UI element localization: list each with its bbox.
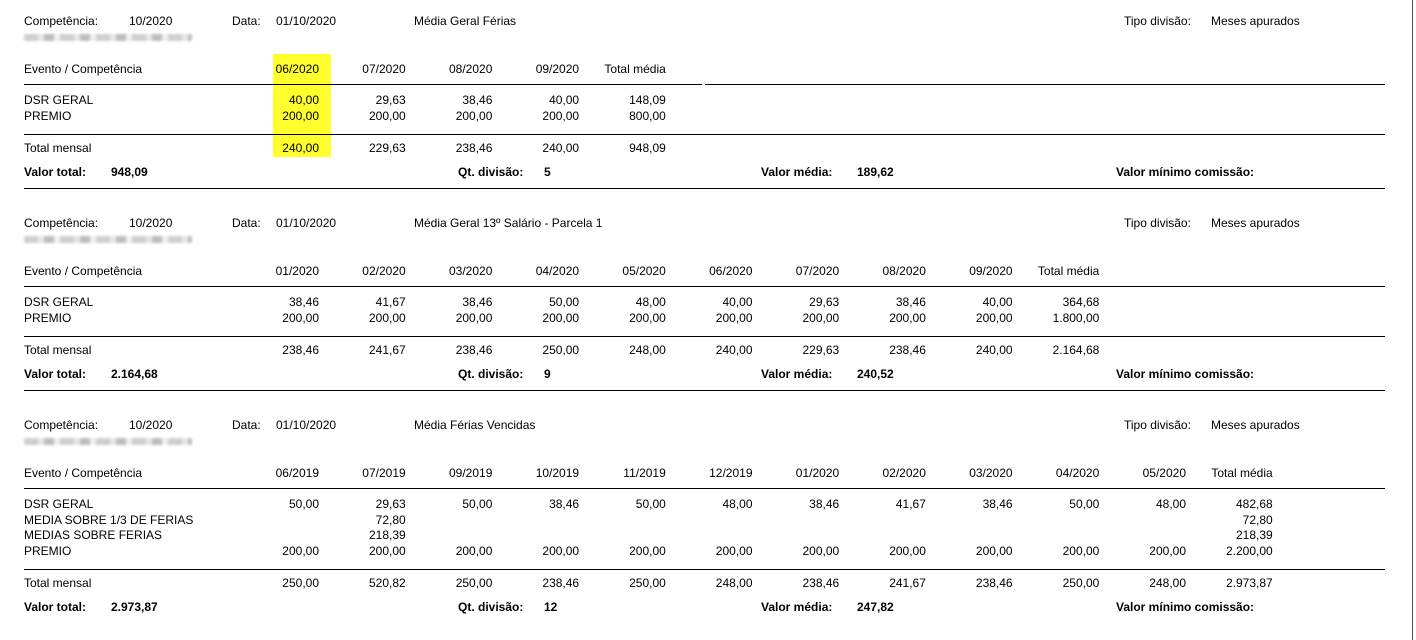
tipo-divisao-label: Tipo divisão:: [1124, 418, 1191, 432]
cell-value: 29,63: [375, 93, 406, 107]
month-header: 11/2019: [623, 466, 666, 480]
cell-value: 48,00: [635, 295, 666, 309]
cell-value: 38,46: [809, 497, 840, 511]
valor-media-value: 189,62: [857, 164, 894, 179]
month-header: 06/2019: [275, 466, 319, 480]
redacted-employee-info: [24, 34, 192, 41]
cell-value: 200,00: [368, 108, 406, 123]
total-media-header: Total média: [1211, 466, 1273, 480]
section-title: Média Férias Vencidas: [414, 418, 536, 432]
cell-value: 200,00: [889, 543, 926, 558]
rows-rule: [24, 336, 1385, 337]
total-mensal-value: 248,00: [715, 575, 753, 590]
cell-value: 29,63: [375, 497, 406, 511]
row-total: 800,00: [629, 108, 666, 123]
cell-value: 200,00: [975, 310, 1013, 325]
total-mensal-value: 238,46: [889, 342, 926, 357]
cell-value: 200,00: [455, 108, 493, 123]
month-header: 08/2020: [449, 62, 493, 76]
header-rule: [24, 84, 702, 85]
month-header: 07/2019: [362, 466, 406, 480]
data-label: Data:: [232, 14, 261, 28]
month-header: 02/2020: [882, 466, 926, 480]
total-mensal-total: 948,09: [629, 140, 666, 155]
valor-media-value: 247,82: [857, 599, 894, 614]
event-name: PREMIO: [24, 310, 72, 325]
cell-value: 29,63: [809, 295, 840, 309]
cell-value: 50,00: [549, 295, 580, 309]
total-mensal-value: 229,63: [368, 140, 406, 155]
section-title: Média Geral 13º Salário - Parcela 1: [414, 216, 603, 230]
valor-minimo-comissao-label: Valor mínimo comissão:: [1116, 164, 1255, 179]
cell-value: 50,00: [635, 497, 666, 511]
total-mensal-value: 238,46: [542, 575, 580, 590]
total-mensal-value: 240,00: [715, 342, 753, 357]
cell-value: 200,00: [455, 543, 493, 558]
qt-divisao-label: Qt. divisão:: [458, 599, 524, 614]
valor-minimo-comissao-label: Valor mínimo comissão:: [1116, 599, 1255, 614]
cell-value: 38,46: [288, 295, 319, 309]
competencia-value: 10/2020: [129, 14, 173, 28]
total-mensal-value: 250,00: [629, 575, 666, 590]
total-mensal-value: 250,00: [455, 575, 493, 590]
valor-media-value: 240,52: [857, 366, 894, 381]
total-media-header: Total média: [604, 62, 666, 76]
month-header: 01/2020: [275, 264, 319, 278]
cell-value: 40,00: [288, 93, 319, 107]
month-header: 09/2020: [535, 62, 580, 76]
valor-total-value: 2.973,87: [111, 599, 158, 614]
valor-total-label: Valor total:: [24, 366, 87, 381]
evento-competencia-header: Evento / Competência: [24, 466, 143, 480]
cell-value: 200,00: [889, 310, 926, 325]
month-header: 10/2019: [535, 466, 580, 480]
qt-divisao-value: 12: [544, 599, 558, 614]
competencia-label: Competência:: [24, 418, 99, 432]
total-mensal-value: 241,67: [889, 575, 926, 590]
total-mensal-value: 240,00: [975, 342, 1013, 357]
qt-divisao-value: 9: [544, 366, 551, 381]
total-mensal-value: 240,00: [542, 140, 580, 155]
tipo-divisao-label: Tipo divisão:: [1124, 14, 1191, 28]
cell-value: 200,00: [282, 310, 319, 325]
event-name: DSR GERAL: [24, 93, 94, 107]
month-header: 07/2020: [362, 62, 406, 76]
cell-value: 200,00: [715, 310, 753, 325]
cell-value: 41,67: [895, 497, 926, 511]
data-value: 01/10/2020: [276, 418, 337, 432]
total-mensal-value: 238,46: [455, 342, 493, 357]
cell-value: 200,00: [368, 310, 406, 325]
event-name: MEDIA SOBRE 1/3 DE FERIAS: [24, 512, 194, 527]
row-total: 72,80: [1242, 512, 1273, 527]
redacted-employee-info: [24, 236, 192, 243]
cell-value: 41,67: [375, 295, 406, 309]
evento-competencia-header: Evento / Competência: [24, 62, 143, 76]
row-total: 2.200,00: [1225, 543, 1273, 558]
month-header: 06/2020: [275, 62, 319, 76]
cell-value: 38,46: [462, 93, 493, 107]
row-total: 218,39: [1235, 528, 1273, 542]
cell-value: 38,46: [549, 497, 580, 511]
month-header: 04/2020: [1055, 466, 1100, 480]
valor-total-value: 2.164,68: [111, 366, 158, 381]
event-name: DSR GERAL: [24, 295, 94, 309]
qt-divisao-value: 5: [544, 164, 551, 179]
total-mensal-value: 240,00: [282, 140, 319, 155]
month-header: 05/2020: [622, 264, 666, 278]
total-mensal-value: 250,00: [1062, 575, 1100, 590]
cell-value: 200,00: [368, 543, 406, 558]
tipo-divisao-label: Tipo divisão:: [1124, 216, 1191, 230]
total-mensal-value: 238,46: [975, 575, 1013, 590]
total-mensal-value: 250,00: [542, 342, 580, 357]
cell-value: 48,00: [1155, 497, 1186, 511]
section-divider: [24, 188, 1385, 189]
qt-divisao-label: Qt. divisão:: [458, 164, 524, 179]
total-mensal-label: Total mensal: [24, 140, 92, 155]
total-mensal-total: 2.164,68: [1052, 342, 1100, 357]
month-header: 03/2020: [449, 264, 493, 278]
event-name: MEDIAS SOBRE FERIAS: [24, 528, 163, 542]
valor-media-label: Valor média:: [761, 599, 833, 614]
data-value: 01/10/2020: [276, 216, 337, 230]
event-name: PREMIO: [24, 543, 72, 558]
month-header: 09/2020: [969, 264, 1013, 278]
cell-value: 40,00: [549, 93, 580, 107]
redacted-employee-info: [24, 438, 192, 445]
cell-value: 50,00: [462, 497, 493, 511]
cell-value: 40,00: [722, 295, 753, 309]
cell-value: 200,00: [975, 543, 1013, 558]
cell-value: 40,00: [982, 295, 1013, 309]
total-mensal-value: 248,00: [1149, 575, 1186, 590]
rows-rule: [24, 134, 1385, 135]
cell-value: 200,00: [455, 310, 493, 325]
month-header: 08/2020: [882, 264, 926, 278]
total-mensal-value: 241,67: [368, 342, 406, 357]
total-mensal-value: 250,00: [282, 575, 319, 590]
event-name: DSR GERAL: [24, 497, 94, 511]
month-header: 04/2020: [535, 264, 580, 278]
row-total: 364,68: [1062, 295, 1100, 309]
cell-value: 200,00: [282, 108, 319, 123]
total-mensal-value: 238,46: [455, 140, 493, 155]
valor-total-value: 948,09: [111, 164, 148, 179]
header-rule: [24, 488, 1385, 489]
tipo-divisao-value: Meses apurados: [1211, 418, 1300, 432]
total-mensal-value: 238,46: [282, 342, 319, 357]
header-rule: [705, 84, 1385, 85]
tipo-divisao-value: Meses apurados: [1211, 14, 1300, 28]
cell-value: 200,00: [1149, 543, 1186, 558]
section-title: Média Geral Férias: [414, 14, 517, 28]
header-rule: [24, 286, 1385, 287]
data-label: Data:: [232, 216, 261, 230]
month-header: 07/2020: [795, 264, 840, 278]
cell-value: 50,00: [1069, 497, 1100, 511]
competencia-value: 10/2020: [129, 418, 173, 432]
tipo-divisao-value: Meses apurados: [1211, 216, 1300, 230]
total-mensal-label: Total mensal: [24, 342, 92, 357]
section-divider: [24, 390, 1385, 391]
cell-value: 200,00: [802, 543, 840, 558]
data-value: 01/10/2020: [276, 14, 337, 28]
rows-rule: [24, 569, 1385, 570]
data-label: Data:: [232, 418, 261, 432]
month-header: 09/2019: [449, 466, 493, 480]
month-header: 05/2020: [1142, 466, 1186, 480]
cell-value: 218,39: [368, 528, 406, 542]
cell-value: 200,00: [1062, 543, 1100, 558]
cell-value: 200,00: [629, 543, 666, 558]
event-name: PREMIO: [24, 108, 72, 123]
cell-value: 38,46: [982, 497, 1013, 511]
row-total: 148,09: [629, 93, 666, 107]
month-header: 01/2020: [795, 466, 840, 480]
cell-value: 200,00: [629, 310, 666, 325]
page-edge-line: [1412, 0, 1413, 640]
cell-value: 200,00: [542, 310, 580, 325]
qt-divisao-label: Qt. divisão:: [458, 366, 524, 381]
competencia-label: Competência:: [24, 216, 99, 230]
total-mensal-value: 238,46: [802, 575, 840, 590]
competencia-label: Competência:: [24, 14, 99, 28]
valor-minimo-comissao-label: Valor mínimo comissão:: [1116, 366, 1255, 381]
valor-total-label: Valor total:: [24, 164, 87, 179]
valor-media-label: Valor média:: [761, 164, 833, 179]
cell-value: 38,46: [462, 295, 493, 309]
cell-value: 50,00: [288, 497, 319, 511]
total-mensal-label: Total mensal: [24, 575, 92, 590]
cell-value: 48,00: [722, 497, 753, 511]
month-header: 06/2020: [709, 264, 753, 278]
evento-competencia-header: Evento / Competência: [24, 264, 143, 278]
total-mensal-value: 248,00: [629, 342, 666, 357]
cell-value: 200,00: [802, 310, 840, 325]
cell-value: 38,46: [895, 295, 926, 309]
total-mensal-total: 2.973,87: [1225, 575, 1273, 590]
month-header: 02/2020: [362, 264, 406, 278]
valor-media-label: Valor média:: [761, 366, 833, 381]
cell-value: 200,00: [542, 543, 580, 558]
cell-value: 200,00: [542, 108, 580, 123]
cell-value: 72,80: [375, 512, 406, 527]
total-mensal-value: 520,82: [368, 575, 406, 590]
row-total: 1.800,00: [1052, 310, 1100, 325]
month-header: 12/2019: [709, 466, 753, 480]
total-media-header: Total média: [1037, 264, 1100, 278]
cell-value: 200,00: [282, 543, 319, 558]
total-mensal-value: 229,63: [802, 342, 840, 357]
valor-total-label: Valor total:: [24, 599, 87, 614]
competencia-value: 10/2020: [129, 216, 173, 230]
cell-value: 200,00: [715, 543, 753, 558]
month-header: 03/2020: [969, 466, 1013, 480]
row-total: 482,68: [1235, 497, 1273, 511]
